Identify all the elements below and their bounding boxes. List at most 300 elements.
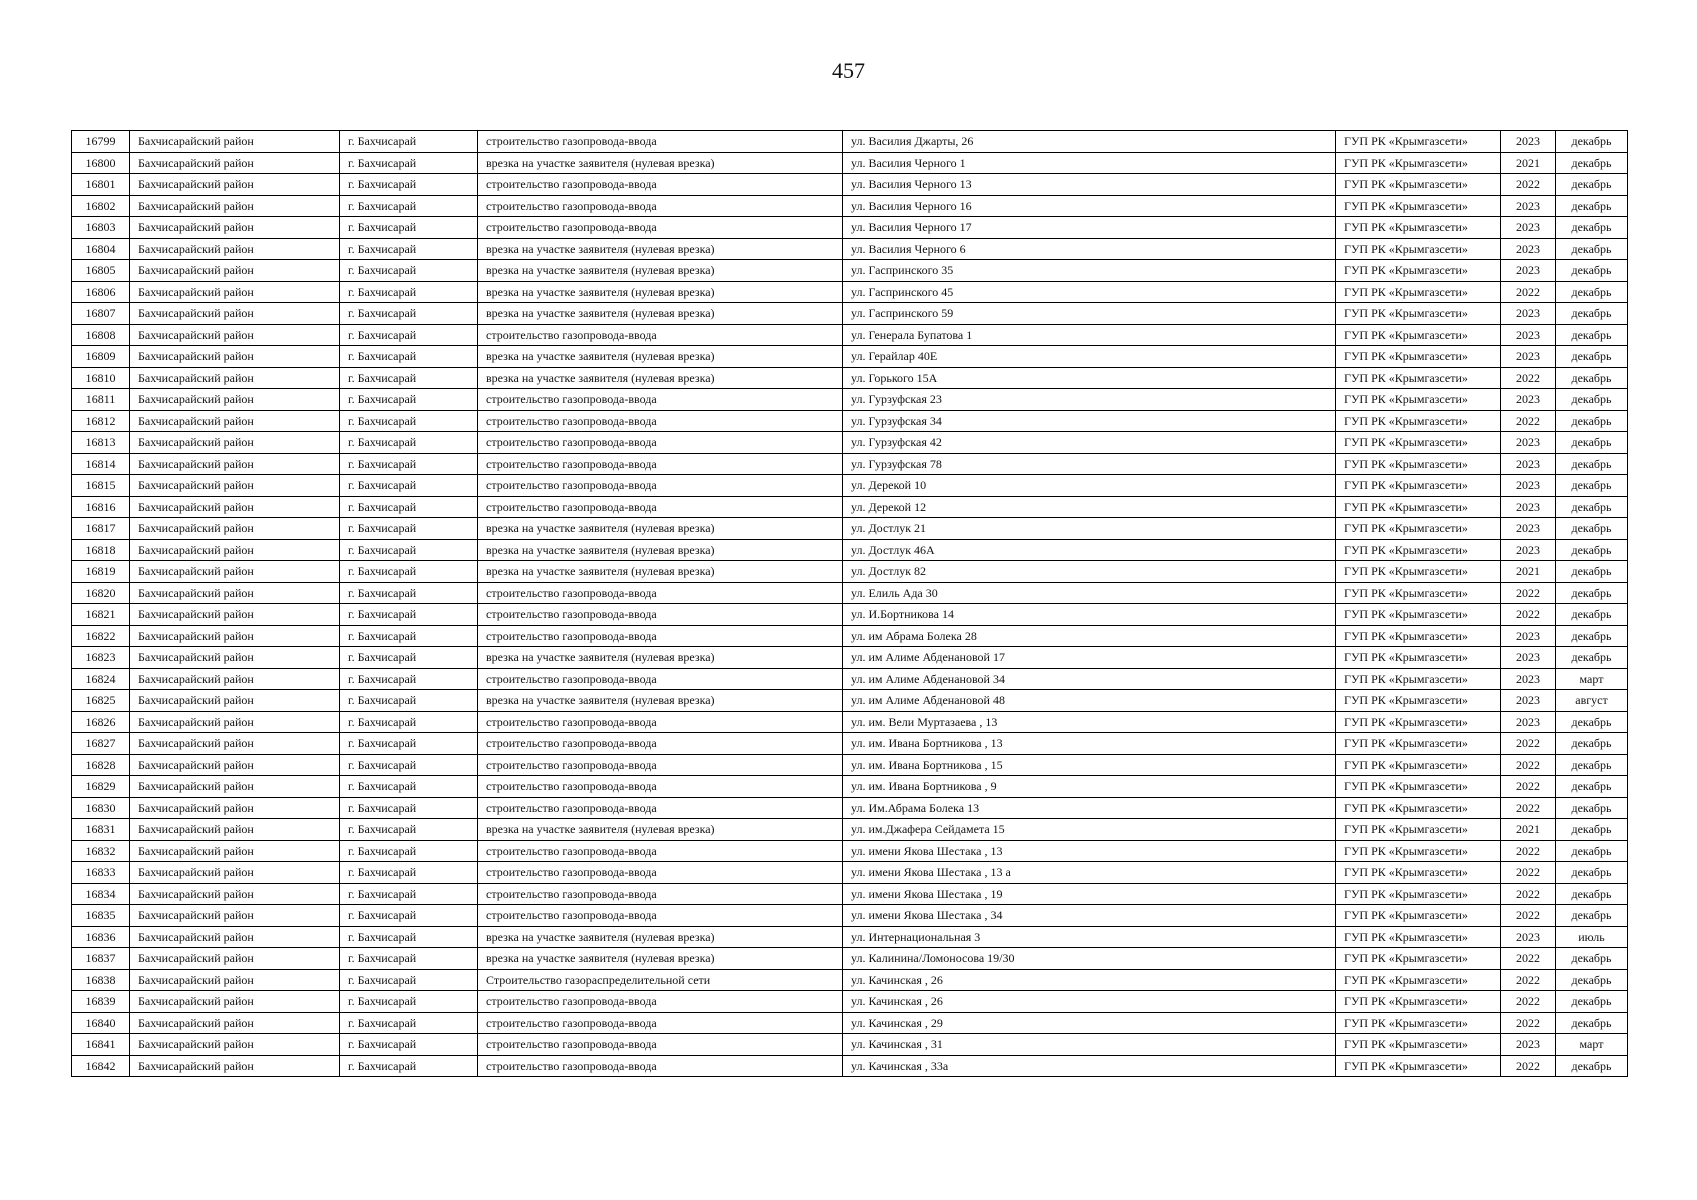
table-row (72, 518, 1628, 540)
year-cell: 2022 (1501, 840, 1556, 862)
city-cell: г. Бахчисарай (340, 690, 478, 712)
city-cell: г. Бахчисарай (340, 582, 478, 604)
city-cell: г. Бахчисарай (340, 281, 478, 303)
month-cell: декабрь (1556, 324, 1628, 346)
city-cell: г. Бахчисарай (340, 733, 478, 755)
row-number-cell: 16830 (72, 797, 130, 819)
city-cell: г. Бахчисарай (340, 862, 478, 884)
month-cell: декабрь (1556, 582, 1628, 604)
district-cell: Бахчисарайский район (130, 346, 340, 368)
page-number: 457 (832, 58, 865, 83)
address-cell: ул. Горького 15А (843, 367, 1336, 389)
table-row (72, 819, 1628, 841)
table-row (72, 1034, 1628, 1056)
organization-cell: ГУП РК «Крымгазсети» (1336, 324, 1501, 346)
table-row (72, 991, 1628, 1013)
year-cell: 2023 (1501, 1034, 1556, 1056)
city-cell: г. Бахчисарай (340, 1055, 478, 1077)
district-cell: Бахчисарайский район (130, 754, 340, 776)
month-cell: декабрь (1556, 260, 1628, 282)
month-cell: декабрь (1556, 561, 1628, 583)
row-number-cell: 16807 (72, 303, 130, 325)
district-cell: Бахчисарайский район (130, 1012, 340, 1034)
year-cell: 2022 (1501, 367, 1556, 389)
district-cell: Бахчисарайский район (130, 410, 340, 432)
work-type-cell: врезка на участке заявителя (нулевая врезка) (478, 948, 843, 970)
row-number-cell: 16819 (72, 561, 130, 583)
year-cell: 2022 (1501, 883, 1556, 905)
district-cell: Бахчисарайский район (130, 561, 340, 583)
table-row (72, 410, 1628, 432)
work-type-cell: врезка на участке заявителя (нулевая врезка) (478, 281, 843, 303)
city-cell: г. Бахчисарай (340, 217, 478, 239)
month-cell: декабрь (1556, 410, 1628, 432)
table-row (72, 324, 1628, 346)
address-cell: ул. Качинская , 31 (843, 1034, 1336, 1056)
month-cell: декабрь (1556, 969, 1628, 991)
year-cell: 2023 (1501, 496, 1556, 518)
row-number-cell: 16831 (72, 819, 130, 841)
organization-cell: ГУП РК «Крымгазсети» (1336, 389, 1501, 411)
table-row (72, 260, 1628, 282)
work-type-cell: строительство газопровода-ввода (478, 754, 843, 776)
address-cell: ул. Им.Абрама Болека 13 (843, 797, 1336, 819)
row-number-cell: 16820 (72, 582, 130, 604)
organization-cell: ГУП РК «Крымгазсети» (1336, 518, 1501, 540)
row-number-cell: 16805 (72, 260, 130, 282)
city-cell: г. Бахчисарай (340, 367, 478, 389)
city-cell: г. Бахчисарай (340, 883, 478, 905)
address-cell: ул. им Алиме Абденановой 17 (843, 647, 1336, 669)
month-cell: декабрь (1556, 496, 1628, 518)
district-cell: Бахчисарайский район (130, 948, 340, 970)
month-cell: декабрь (1556, 647, 1628, 669)
year-cell: 2023 (1501, 195, 1556, 217)
address-cell: ул. имени Якова Шестака , 13 а (843, 862, 1336, 884)
address-cell: ул. Герайлар 40Е (843, 346, 1336, 368)
month-cell: декабрь (1556, 174, 1628, 196)
address-cell: ул. им. Ивана Бортникова , 13 (843, 733, 1336, 755)
address-cell: ул. им Абрама Болека 28 (843, 625, 1336, 647)
district-cell: Бахчисарайский район (130, 926, 340, 948)
city-cell: г. Бахчисарай (340, 453, 478, 475)
work-type-cell: строительство газопровода-ввода (478, 174, 843, 196)
city-cell: г. Бахчисарай (340, 948, 478, 970)
table-row (72, 432, 1628, 454)
district-cell: Бахчисарайский район (130, 539, 340, 561)
address-cell: ул. им. Ивана Бортникова , 15 (843, 754, 1336, 776)
address-cell: ул. Качинская , 26 (843, 969, 1336, 991)
district-cell: Бахчисарайский район (130, 389, 340, 411)
district-cell: Бахчисарайский район (130, 1034, 340, 1056)
table-row (72, 969, 1628, 991)
address-cell: ул. Гурзуфская 23 (843, 389, 1336, 411)
year-cell: 2022 (1501, 754, 1556, 776)
city-cell: г. Бахчисарай (340, 969, 478, 991)
year-cell: 2023 (1501, 303, 1556, 325)
organization-cell: ГУП РК «Крымгазсети» (1336, 260, 1501, 282)
address-cell: ул. им Алиме Абденановой 48 (843, 690, 1336, 712)
organization-cell: ГУП РК «Крымгазсети» (1336, 819, 1501, 841)
work-type-cell: строительство газопровода-ввода (478, 991, 843, 1013)
address-cell: ул. Достлук 21 (843, 518, 1336, 540)
city-cell: г. Бахчисарай (340, 797, 478, 819)
address-cell: ул. Качинская , 33а (843, 1055, 1336, 1077)
month-cell: март (1556, 1034, 1628, 1056)
organization-cell: ГУП РК «Крымгазсети» (1336, 905, 1501, 927)
address-cell: ул. им. Вели Муртазаева , 13 (843, 711, 1336, 733)
work-type-cell: врезка на участке заявителя (нулевая врезка) (478, 518, 843, 540)
row-number-cell: 16834 (72, 883, 130, 905)
city-cell: г. Бахчисарай (340, 303, 478, 325)
row-number-cell: 16822 (72, 625, 130, 647)
year-cell: 2021 (1501, 561, 1556, 583)
year-cell: 2022 (1501, 604, 1556, 626)
organization-cell: ГУП РК «Крымгазсети» (1336, 174, 1501, 196)
district-cell: Бахчисарайский район (130, 668, 340, 690)
organization-cell: ГУП РК «Крымгазсети» (1336, 195, 1501, 217)
city-cell: г. Бахчисарай (340, 174, 478, 196)
address-cell: ул. имени Якова Шестака , 13 (843, 840, 1336, 862)
district-cell: Бахчисарайский район (130, 152, 340, 174)
table-row (72, 389, 1628, 411)
month-cell: декабрь (1556, 475, 1628, 497)
organization-cell: ГУП РК «Крымгазсети» (1336, 883, 1501, 905)
address-cell: ул. имени Якова Шестака , 34 (843, 905, 1336, 927)
month-cell: декабрь (1556, 539, 1628, 561)
table-row (72, 1012, 1628, 1034)
address-cell: ул. Елиль Ада 30 (843, 582, 1336, 604)
row-number-cell: 16812 (72, 410, 130, 432)
work-type-cell: строительство газопровода-ввода (478, 195, 843, 217)
work-type-cell: строительство газопровода-ввода (478, 797, 843, 819)
organization-cell: ГУП РК «Крымгазсети» (1336, 754, 1501, 776)
month-cell: декабрь (1556, 281, 1628, 303)
city-cell: г. Бахчисарай (340, 131, 478, 153)
city-cell: г. Бахчисарай (340, 991, 478, 1013)
district-cell: Бахчисарайский район (130, 281, 340, 303)
organization-cell: ГУП РК «Крымгазсети» (1336, 367, 1501, 389)
table-row (72, 475, 1628, 497)
organization-cell: ГУП РК «Крымгазсети» (1336, 711, 1501, 733)
year-cell: 2021 (1501, 152, 1556, 174)
organization-cell: ГУП РК «Крымгазсети» (1336, 797, 1501, 819)
table-row (72, 754, 1628, 776)
organization-cell: ГУП РК «Крымгазсети» (1336, 217, 1501, 239)
year-cell: 2023 (1501, 346, 1556, 368)
work-type-cell: строительство газопровода-ввода (478, 324, 843, 346)
year-cell: 2022 (1501, 174, 1556, 196)
address-cell: ул. Генерала Бупатова 1 (843, 324, 1336, 346)
organization-cell: ГУП РК «Крымгазсети» (1336, 496, 1501, 518)
row-number-cell: 16823 (72, 647, 130, 669)
address-cell: ул. им. Ивана Бортникова , 9 (843, 776, 1336, 798)
table-row (72, 905, 1628, 927)
city-cell: г. Бахчисарай (340, 776, 478, 798)
row-number-cell: 16800 (72, 152, 130, 174)
work-type-cell: строительство газопровода-ввода (478, 432, 843, 454)
work-type-cell: врезка на участке заявителя (нулевая врезка) (478, 260, 843, 282)
year-cell: 2022 (1501, 991, 1556, 1013)
month-cell: декабрь (1556, 432, 1628, 454)
work-type-cell: строительство газопровода-ввода (478, 733, 843, 755)
table-row (72, 690, 1628, 712)
work-type-cell: строительство газопровода-ввода (478, 389, 843, 411)
row-number-cell: 16814 (72, 453, 130, 475)
city-cell: г. Бахчисарай (340, 819, 478, 841)
row-number-cell: 16809 (72, 346, 130, 368)
month-cell: декабрь (1556, 518, 1628, 540)
address-cell: ул. Гурзуфская 78 (843, 453, 1336, 475)
city-cell: г. Бахчисарай (340, 1012, 478, 1034)
month-cell: декабрь (1556, 883, 1628, 905)
organization-cell: ГУП РК «Крымгазсети» (1336, 948, 1501, 970)
registry-table (71, 130, 1628, 1077)
year-cell: 2022 (1501, 1055, 1556, 1077)
row-number-cell: 16802 (72, 195, 130, 217)
row-number-cell: 16810 (72, 367, 130, 389)
table-row (72, 561, 1628, 583)
table-row (72, 647, 1628, 669)
row-number-cell: 16821 (72, 604, 130, 626)
organization-cell: ГУП РК «Крымгазсети» (1336, 733, 1501, 755)
work-type-cell: врезка на участке заявителя (нулевая врезка) (478, 561, 843, 583)
row-number-cell: 16806 (72, 281, 130, 303)
work-type-cell: строительство газопровода-ввода (478, 217, 843, 239)
row-number-cell: 16808 (72, 324, 130, 346)
work-type-cell: строительство газопровода-ввода (478, 1012, 843, 1034)
organization-cell: ГУП РК «Крымгазсети» (1336, 625, 1501, 647)
district-cell: Бахчисарайский район (130, 711, 340, 733)
month-cell: декабрь (1556, 797, 1628, 819)
table-row (72, 1055, 1628, 1077)
table-row (72, 582, 1628, 604)
table-row (72, 152, 1628, 174)
work-type-cell: врезка на участке заявителя (нулевая врезка) (478, 346, 843, 368)
address-cell: ул. Гаспринского 45 (843, 281, 1336, 303)
row-number-cell: 16839 (72, 991, 130, 1013)
organization-cell: ГУП РК «Крымгазсети» (1336, 152, 1501, 174)
district-cell: Бахчисарайский район (130, 582, 340, 604)
table-row (72, 539, 1628, 561)
month-cell: декабрь (1556, 819, 1628, 841)
row-number-cell: 16841 (72, 1034, 130, 1056)
month-cell: декабрь (1556, 367, 1628, 389)
row-number-cell: 16842 (72, 1055, 130, 1077)
organization-cell: ГУП РК «Крымгазсети» (1336, 690, 1501, 712)
city-cell: г. Бахчисарай (340, 625, 478, 647)
table-row (72, 711, 1628, 733)
organization-cell: ГУП РК «Крымгазсети» (1336, 303, 1501, 325)
city-cell: г. Бахчисарай (340, 324, 478, 346)
month-cell: декабрь (1556, 346, 1628, 368)
row-number-cell: 16824 (72, 668, 130, 690)
city-cell: г. Бахчисарай (340, 561, 478, 583)
work-type-cell: строительство газопровода-ввода (478, 131, 843, 153)
district-cell: Бахчисарайский район (130, 303, 340, 325)
address-cell: ул. Качинская , 26 (843, 991, 1336, 1013)
month-cell: декабрь (1556, 1055, 1628, 1077)
row-number-cell: 16825 (72, 690, 130, 712)
organization-cell: ГУП РК «Крымгазсети» (1336, 281, 1501, 303)
row-number-cell: 16815 (72, 475, 130, 497)
table-row (72, 883, 1628, 905)
table-row (72, 217, 1628, 239)
work-type-cell: врезка на участке заявителя (нулевая врезка) (478, 152, 843, 174)
organization-cell: ГУП РК «Крымгазсети» (1336, 1055, 1501, 1077)
table-row (72, 604, 1628, 626)
address-cell: ул. Василия Черного 1 (843, 152, 1336, 174)
month-cell: март (1556, 668, 1628, 690)
city-cell: г. Бахчисарай (340, 346, 478, 368)
city-cell: г. Бахчисарай (340, 518, 478, 540)
work-type-cell: строительство газопровода-ввода (478, 1034, 843, 1056)
work-type-cell: строительство газопровода-ввода (478, 1055, 843, 1077)
month-cell: декабрь (1556, 453, 1628, 475)
organization-cell: ГУП РК «Крымгазсети» (1336, 1034, 1501, 1056)
row-number-cell: 16801 (72, 174, 130, 196)
year-cell: 2023 (1501, 518, 1556, 540)
month-cell: декабрь (1556, 1012, 1628, 1034)
year-cell: 2023 (1501, 475, 1556, 497)
address-cell: ул. Василия Черного 17 (843, 217, 1336, 239)
city-cell: г. Бахчисарай (340, 238, 478, 260)
district-cell: Бахчисарайский район (130, 604, 340, 626)
district-cell: Бахчисарайский район (130, 475, 340, 497)
month-cell: декабрь (1556, 238, 1628, 260)
month-cell: декабрь (1556, 217, 1628, 239)
district-cell: Бахчисарайский район (130, 647, 340, 669)
address-cell: ул. Качинская , 29 (843, 1012, 1336, 1034)
month-cell: декабрь (1556, 303, 1628, 325)
organization-cell: ГУП РК «Крымгазсети» (1336, 969, 1501, 991)
month-cell: июль (1556, 926, 1628, 948)
work-type-cell: врезка на участке заявителя (нулевая врезка) (478, 690, 843, 712)
table-row (72, 733, 1628, 755)
year-cell: 2023 (1501, 453, 1556, 475)
row-number-cell: 16826 (72, 711, 130, 733)
row-number-cell: 16829 (72, 776, 130, 798)
year-cell: 2023 (1501, 539, 1556, 561)
row-number-cell: 16813 (72, 432, 130, 454)
month-cell: декабрь (1556, 389, 1628, 411)
district-cell: Бахчисарайский район (130, 797, 340, 819)
organization-cell: ГУП РК «Крымгазсети» (1336, 1012, 1501, 1034)
work-type-cell: строительство газопровода-ввода (478, 475, 843, 497)
organization-cell: ГУП РК «Крымгазсети» (1336, 582, 1501, 604)
city-cell: г. Бахчисарай (340, 926, 478, 948)
organization-cell: ГУП РК «Крымгазсети» (1336, 475, 1501, 497)
year-cell: 2022 (1501, 776, 1556, 798)
district-cell: Бахчисарайский район (130, 1055, 340, 1077)
year-cell: 2023 (1501, 324, 1556, 346)
table-row (72, 367, 1628, 389)
city-cell: г. Бахчисарай (340, 496, 478, 518)
month-cell: декабрь (1556, 776, 1628, 798)
organization-cell: ГУП РК «Крымгазсети» (1336, 346, 1501, 368)
row-number-cell: 16828 (72, 754, 130, 776)
year-cell: 2023 (1501, 238, 1556, 260)
address-cell: ул. Гурзуфская 34 (843, 410, 1336, 432)
district-cell: Бахчисарайский район (130, 518, 340, 540)
district-cell: Бахчисарайский район (130, 905, 340, 927)
table-row (72, 862, 1628, 884)
year-cell: 2023 (1501, 260, 1556, 282)
district-cell: Бахчисарайский район (130, 367, 340, 389)
row-number-cell: 16816 (72, 496, 130, 518)
city-cell: г. Бахчисарай (340, 195, 478, 217)
address-cell: ул. Гаспринского 59 (843, 303, 1336, 325)
district-cell: Бахчисарайский район (130, 690, 340, 712)
year-cell: 2022 (1501, 410, 1556, 432)
district-cell: Бахчисарайский район (130, 453, 340, 475)
work-type-cell: врезка на участке заявителя (нулевая врезка) (478, 926, 843, 948)
table-row (72, 776, 1628, 798)
address-cell: ул. им.Джафера Сейдамета 15 (843, 819, 1336, 841)
year-cell: 2022 (1501, 948, 1556, 970)
year-cell: 2023 (1501, 625, 1556, 647)
organization-cell: ГУП РК «Крымгазсети» (1336, 991, 1501, 1013)
month-cell: август (1556, 690, 1628, 712)
month-cell: декабрь (1556, 604, 1628, 626)
work-type-cell: врезка на участке заявителя (нулевая врезка) (478, 539, 843, 561)
year-cell: 2023 (1501, 647, 1556, 669)
year-cell: 2023 (1501, 926, 1556, 948)
row-number-cell: 16804 (72, 238, 130, 260)
address-cell: ул. Гаспринского 35 (843, 260, 1336, 282)
table-row (72, 668, 1628, 690)
city-cell: г. Бахчисарай (340, 410, 478, 432)
year-cell: 2023 (1501, 389, 1556, 411)
table-row (72, 131, 1628, 153)
district-cell: Бахчисарайский район (130, 432, 340, 454)
work-type-cell: врезка на участке заявителя (нулевая врезка) (478, 238, 843, 260)
organization-cell: ГУП РК «Крымгазсети» (1336, 647, 1501, 669)
address-cell: ул. Василия Джарты, 26 (843, 131, 1336, 153)
month-cell: декабрь (1556, 840, 1628, 862)
table-row (72, 948, 1628, 970)
city-cell: г. Бахчисарай (340, 389, 478, 411)
organization-cell: ГУП РК «Крымгазсети» (1336, 539, 1501, 561)
row-number-cell: 16835 (72, 905, 130, 927)
year-cell: 2022 (1501, 797, 1556, 819)
work-type-cell: строительство газопровода-ввода (478, 582, 843, 604)
district-cell: Бахчисарайский район (130, 174, 340, 196)
work-type-cell: строительство газопровода-ввода (478, 604, 843, 626)
row-number-cell: 16833 (72, 862, 130, 884)
district-cell: Бахчисарайский район (130, 840, 340, 862)
district-cell: Бахчисарайский район (130, 819, 340, 841)
row-number-cell: 16818 (72, 539, 130, 561)
organization-cell: ГУП РК «Крымгазсети» (1336, 776, 1501, 798)
year-cell: 2023 (1501, 432, 1556, 454)
month-cell: декабрь (1556, 152, 1628, 174)
year-cell: 2022 (1501, 969, 1556, 991)
row-number-cell: 16832 (72, 840, 130, 862)
city-cell: г. Бахчисарай (340, 432, 478, 454)
row-number-cell: 16836 (72, 926, 130, 948)
month-cell: декабрь (1556, 905, 1628, 927)
city-cell: г. Бахчисарай (340, 840, 478, 862)
district-cell: Бахчисарайский район (130, 324, 340, 346)
district-cell: Бахчисарайский район (130, 131, 340, 153)
year-cell: 2023 (1501, 690, 1556, 712)
table-row (72, 238, 1628, 260)
work-type-cell: врезка на участке заявителя (нулевая врезка) (478, 303, 843, 325)
address-cell: ул. Достлук 82 (843, 561, 1336, 583)
work-type-cell: строительство газопровода-ввода (478, 711, 843, 733)
organization-cell: ГУП РК «Крымгазсети» (1336, 840, 1501, 862)
